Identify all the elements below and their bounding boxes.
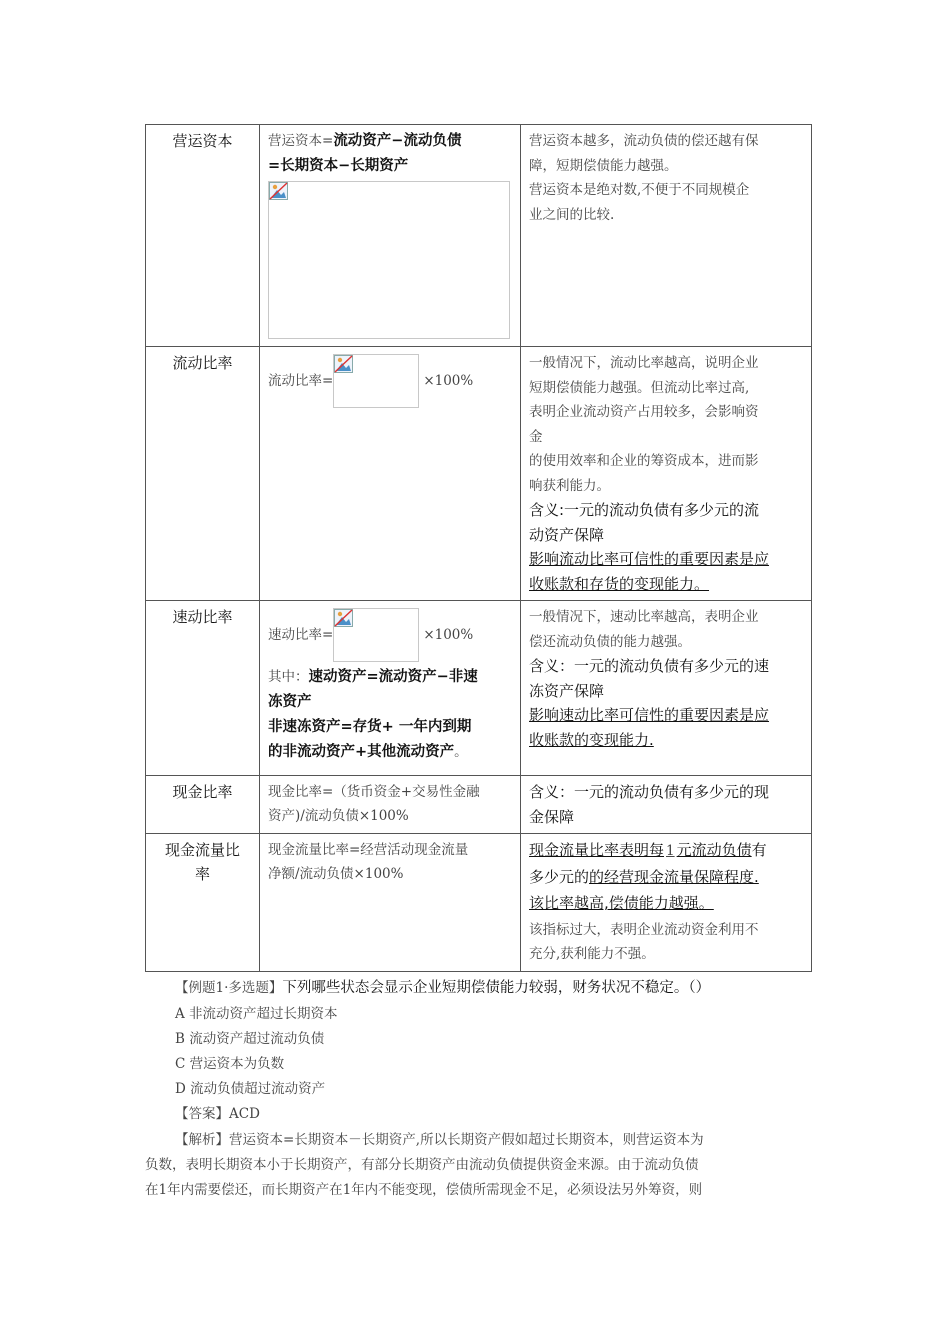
- metric-name: 流动比率: [146, 347, 260, 601]
- analysis-line: 负数，表明长期资本小于长期资产，有部分长期资产由流动负债提供资金来源。由于流动负债: [145, 1157, 699, 1173]
- option-a: A 非流动资产超过长期资本: [175, 1006, 338, 1022]
- answer-line: 【答案】ACD: [175, 1106, 260, 1122]
- description-cell: 含义：一元的流动负债有多少元的现 金保障: [521, 776, 812, 834]
- metric-name: 速动比率: [146, 601, 260, 776]
- analysis-line: 在1年内需要偿还，而长期资产在1年内不能变现，偿债所需现金不足，必须设法另外筹资，则: [145, 1182, 703, 1198]
- broken-image-icon: [334, 355, 353, 373]
- formula-cell: 营运资本=流动资产−流动负债 =长期资本−长期资产: [260, 125, 521, 347]
- metric-name: 现金比率: [146, 776, 260, 834]
- analysis-line: 【解析】营运资本=长期资本－长期资产,所以长期资产假如超过长期资本，则营运资本为: [175, 1132, 704, 1148]
- broken-image-icon: [334, 609, 353, 627]
- table-row: [146, 347, 812, 601]
- formula-image: [333, 354, 419, 408]
- option-c: C 营运资本为负数: [175, 1056, 285, 1072]
- broken-image-icon: [269, 182, 288, 200]
- option-b: B 流动资产超过流动负债: [175, 1031, 325, 1047]
- description-cell: 营运资本越多，流动负债的偿还越有保 障，短期偿债能力越强。 营运资本是绝对数,不便于不同规模企 业之间的比较.: [521, 125, 812, 347]
- ratio-table: [145, 124, 812, 972]
- table-row: [146, 834, 812, 972]
- option-d: D 流动负债超过流动资产: [175, 1081, 326, 1097]
- metric-name: 现金流量比 率: [146, 834, 260, 972]
- description-cell: 现金流量比率表明每 1 元流动负债有 多少元的的经营现金流量保障程度. 该比率越高,偿债能力越强。 该指标过大，表明企业流动资金利用不 充分,获利能力不强。: [521, 834, 812, 972]
- table-row: [146, 125, 812, 347]
- description-cell: 一般情况下，流动比率越高，说明企业 短期偿债能力越强。但流动比率过高, 表明企业流动资产占用较多，会影响资 金 的使用效率和企业的筹资成本，进而影 响获利能力。 含义:一元的流动负债有多少元的流 动资产保障 影响流动比率可信性的重要因素是应 收账款和存货的变现能力。: [521, 347, 812, 601]
- table-row: [146, 601, 812, 776]
- metric-name: 营运资本: [146, 125, 260, 347]
- formula-cell: 流动比率= ×100%: [260, 347, 521, 601]
- formula-image: [268, 181, 510, 339]
- question-line: 【例题1·多选题】下列哪些状态会显示企业短期偿债能力较弱，财务状况不稳定。（）: [175, 980, 711, 996]
- formula-image: [333, 608, 419, 662]
- table-row: [146, 776, 812, 834]
- formula-cell: 现金流量比率=经营活动现金流量 净额/流动负债×100%: [260, 834, 521, 972]
- description-cell: 一般情况下，速动比率越高，表明企业 偿还流动负债的能力越强。 含义：一元的流动负债有多少元的速 冻资产保障 影响速动比率可信性的重要因素是应 收账款的变现能力.: [521, 601, 812, 776]
- formula-cell: 速动比率= ×100% 其中：速动资产=流动资产−非速 冻资产 非速冻资产=存货+ 一年内到期 的非流动资产+其他流动资产。: [260, 601, 521, 776]
- example-section: [145, 976, 812, 1196]
- formula-cell: 现金比率=（货币资金+交易性金融 资产)/流动负债×100%: [260, 776, 521, 834]
